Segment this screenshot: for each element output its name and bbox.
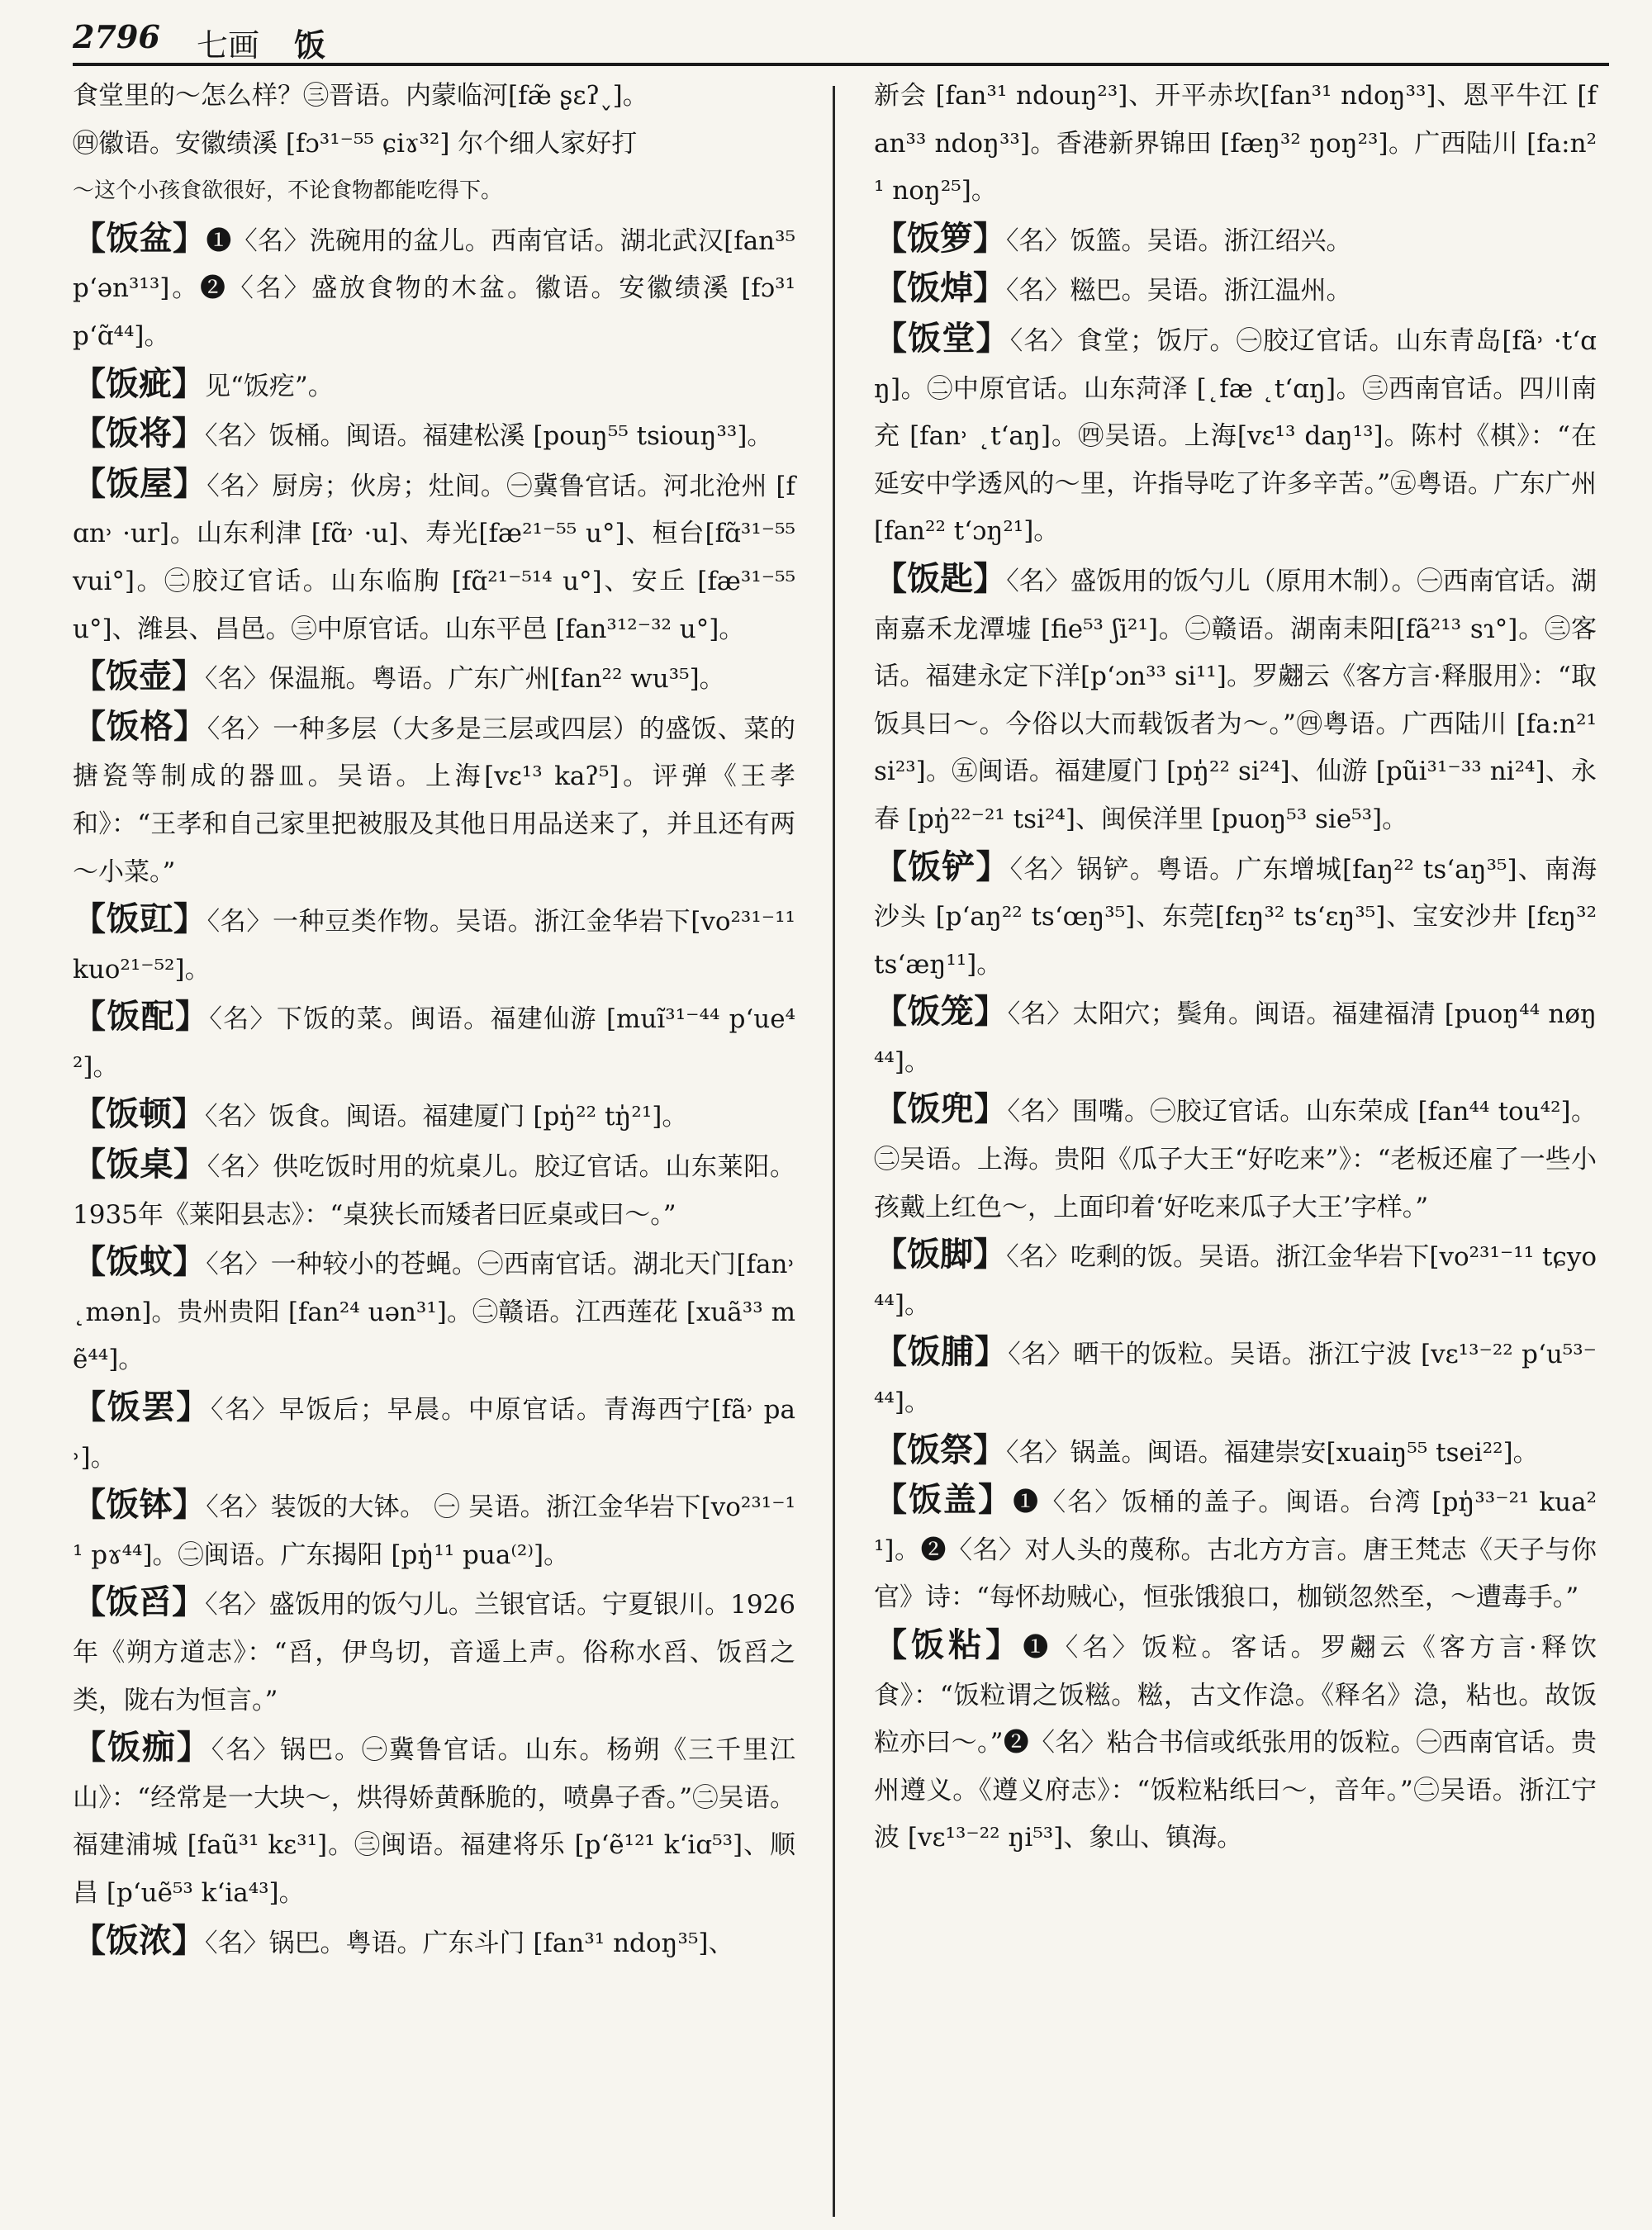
headword: 【饭粘】 [874, 1626, 1023, 1664]
dictionary-entry: 【饭蚊】〈名〉一种较小的苍蝇。㊀西南官话。湖北天门[fan˒ ˛mən]。贵州贵阳 [fan²⁴ uən³¹]。㊁赣语。江西莲花 [xuã³³ mẽ⁴⁴]。 [73, 1243, 795, 1375]
dictionary-entry: ㊃徽语。安徽绩溪 [fɔ³¹⁻⁵⁵ ɕiɤ³²] 尔个细人家好打 [73, 128, 638, 159]
dictionary-entry: 【饭脯】〈名〉晒干的饭粒。吴语。浙江宁波 [vɛ¹³⁻²² p‘u⁵³⁻⁴⁴]。 [874, 1333, 1597, 1418]
dictionary-entry: ～这个小孩食欲很好，不论食物都能吃得下。 [73, 178, 503, 204]
dictionary-entry: 【饭箩】〈名〉饭篮。吴语。浙江绍兴。 [874, 219, 1352, 258]
page-number: 2796 [73, 18, 160, 55]
headword: 【饭蚊】 [73, 1243, 206, 1282]
column-divider [833, 86, 835, 2217]
headword: 【饭舀】 [73, 1583, 206, 1622]
headword: 【饭豇】 [73, 900, 207, 939]
headword: 【饭格】 [73, 707, 207, 746]
headword: 【饭顿】 [73, 1095, 205, 1134]
right-column [874, 73, 1597, 1862]
head-character: 饭 [294, 26, 326, 64]
headword: 【饭壶】 [73, 657, 205, 696]
dictionary-entry: 【饭祭】〈名〉锅盖。闽语。福建崇安[xuaiŋ⁵⁵ tsei²²]。 [874, 1431, 1539, 1469]
headword: 【饭兜】 [874, 1090, 1008, 1129]
dictionary-entry: 【饭焯】〈名〉糍巴。吴语。浙江温州。 [874, 269, 1352, 308]
dictionary-entry: 【饭钵】〈名〉装饭的大钵。 ㊀ 吴语。浙江金华岩下[vo²³¹⁻¹¹ pɤ⁴⁴]。㊁闽语。广东揭阳 [pŋ̍¹¹ pua⁽²⁾]。 [73, 1486, 795, 1570]
dictionary-entry: 【饭笼】〈名〉太阳穴；鬓角。闽语。福建福清 [puoŋ⁴⁴ nøŋ⁴⁴]。 [874, 993, 1597, 1077]
headword: 【饭焯】 [874, 269, 1006, 308]
headword: 【饭脚】 [874, 1236, 1007, 1274]
dictionary-entry: 【饭盖】❶〈名〉饭桶的盖子。闽语。台湾 [pŋ̍³³⁻²¹ kua²¹]。❷〈名〉对人头的蔑称。古北方方言。唐王梵志《天子与你官》诗：“每怀劫贼心，恒张饿狼口，枷锁忽然至，～遭毒手。” [874, 1481, 1597, 1613]
dictionary-entry: 【饭将】〈名〉饭桶。闽语。福建松溪 [pouŋ⁵⁵ tsiouŋ³³]。 [73, 415, 773, 453]
headword: 【饭配】 [73, 998, 210, 1037]
headword: 【饭笼】 [874, 993, 1008, 1032]
page-header [73, 12, 1609, 66]
headword: 【饭堂】 [874, 319, 1010, 358]
dictionary-entry: 【饭罢】〈名〉早饭后；早晨。中原官话。青海西宁[fã˒ pa˒]。 [73, 1388, 796, 1473]
dictionary-entry: 【饭盆】❶〈名〉洗碗用的盆儿。西南官话。湖北武汉[fan³⁵ p‘ən³¹³]。❷〈名〉盛放食物的木盆。徽语。安徽绩溪 [fɔ³¹ p‘ɑ̃⁴⁴]。 [73, 219, 795, 351]
dictionary-entry: 【饭浓】〈名〉锅巴。粤语。广东斗门 [fan³¹ ndoŋ³⁵]、 [73, 1921, 734, 1960]
dictionary-entry: 【饭壶】〈名〉保温瓶。粤语。广东广州[fan²² wu³⁵]。 [73, 657, 725, 696]
headword: 【饭铲】 [874, 847, 1010, 886]
dictionary-entry: 【饭豇】〈名〉一种豆类作物。吴语。浙江金华岩下[vo²³¹⁻¹¹ kuo²¹⁻⁵²]。 [73, 900, 795, 985]
dictionary-entry: 【饭配】〈名〉下饭的菜。闽语。福建仙游 [muĩ³¹⁻⁴⁴ p‘ue⁴²]。 [73, 998, 796, 1082]
dictionary-entry: 【饭脚】〈名〉吃剩的饭。吴语。浙江金华岩下[vo²³¹⁻¹¹ tɕyo⁴⁴]。 [874, 1236, 1597, 1320]
left-column [73, 73, 795, 1967]
headword: 【饭浓】 [73, 1921, 205, 1960]
headword: 【饭罢】 [73, 1388, 211, 1427]
dictionary-entry: 【饭疵】见“饭疙”。 [73, 364, 334, 403]
dictionary-entry: 【饭格】〈名〉一种多层（大多是三层或四层）的盛饭、菜的搪瓷等制成的器皿。吴语。上海[vɛ¹³ kaʔ⁵]。评弹《王孝和》：“王孝和自己家里把被服及其他日用品送来了，并且还有两～小菜。” [73, 707, 796, 887]
headword: 【饭疵】 [73, 364, 205, 403]
headword: 【饭痂】 [73, 1729, 211, 1767]
dictionary-entry: 食堂里的～怎么样？㊂晋语。内蒙临河[fæ̃ ʂɛʔ˯]。 [73, 81, 648, 111]
stroke-section: 七画 [197, 27, 260, 64]
dictionary-entry: 【饭屋】〈名〉厨房；伙房；灶间。㊀冀鲁官话。河北沧州 [fɑn˒ ·ur]。山东利津 [fɑ̃˒ ·u]、寿光[fæ²¹⁻⁵⁵ u°]、桓台[fɑ̃³¹⁻⁵⁵ vui°]。㊁胶辽官话。山东临朐 [fɑ̃²¹⁻⁵¹⁴ u°]、安丘 [fæ³¹⁻⁵⁵ u°]、潍县、昌邑。㊂中原官话。山东平邑 [fan³¹²⁻³² u°]。 [73, 464, 795, 644]
headword: 【饭钵】 [73, 1486, 206, 1525]
headword: 【饭将】 [73, 415, 205, 453]
headword: 【饭屋】 [73, 464, 207, 503]
dictionary-entry: 【饭桌】〈名〉供吃饭时用的炕桌儿。胶辽官话。山东莱阳。1935年《莱阳县志》：“桌狭长而矮者曰匠桌或曰～。” [73, 1146, 796, 1230]
dictionary-entry: 【饭粘】❶〈名〉饭粒。客话。罗翽云《客方言·释饮食》：“饭粒谓之饭糍。糍，古文作㴔。《释名》㴔，粘也。故饭粒亦曰～。”❷〈名〉粘合书信或纸张用的饭粒。㊀西南官话。贵州遵义。《遵义府志》：“饭粒粘纸曰～，音年。”㊁吴语。浙江宁波 [vɛ¹³⁻²² ŋi⁵³]、象山、镇海。 [874, 1626, 1597, 1853]
dictionary-entry: 新会 [fan³¹ ndouŋ²³]、开平赤坎[fan³¹ ndoŋ³³]、恩平牛江 [fan³³ ndoŋ³³]。香港新界锦田 [fæŋ³² ŋoŋ²³]。广西陆川 [fa:n²¹ noŋ²⁵]。 [874, 81, 1597, 206]
dictionary-entry: 【饭舀】〈名〉盛饭用的饭勺儿。兰银官话。宁夏银川。1926年《朔方道志》：“舀，伊鸟切，音遥上声。俗称水舀、饭舀之类，陇右为恒言。” [73, 1583, 796, 1715]
dictionary-entry: 【饭顿】〈名〉饭食。闽语。福建厦门 [pŋ̍²² tŋ̍²¹]。 [73, 1095, 688, 1134]
headword: 【饭脯】 [874, 1333, 1009, 1372]
dictionary-entry: 【饭兜】〈名〉围嘴。㊀胶辽官话。山东荣成 [fan⁴⁴ tou⁴²]。㊁吴语。上海。贵阳《瓜子大王“好吃来”》：“老板还雇了一些小孩戴上红色～，上面印着‘好吃来瓜子大王’字样。” [874, 1090, 1597, 1222]
headword: 【饭祭】 [874, 1431, 1006, 1469]
dictionary-entry: 【饭堂】〈名〉食堂；饭厅。㊀胶辽官话。山东青岛[fã˒ ·t‘ɑŋ]。㊁中原官话。山东菏泽 [˛fæ ˛t‘ɑŋ]。㊂西南官话。四川南充 [fan˒ ˛t‘aŋ]。㊃吴语。上海[vɛ¹³ daŋ¹³]。陈村《棋》：“在延安中学透风的～里，许指导吃了许多辛苦。”㊄粤语。广东广州 [fan²² t‘ɔŋ²¹]。 [874, 319, 1597, 547]
dictionary-entry: 【饭痂】〈名〉锅巴。㊀冀鲁官话。山东。杨朔《三千里江山》：“经常是一大块～，烘得娇黄酥脆的，喷鼻子香。”㊁吴语。福建浦城 [faũ³¹ kɛ³¹]。㊂闽语。福建将乐 [p‘ẽ¹²¹ k‘iɑ⁵³]、顺昌 [p‘uẽ⁵³ k‘ia⁴³]。 [73, 1729, 796, 1908]
dictionary-entry: 【饭铲】〈名〉锅铲。粤语。广东增城[faŋ²² ts‘aŋ³⁵]、南海沙头 [p‘aŋ²² ts‘œŋ³⁵]、东莞[fɛŋ³² ts‘ɛŋ³⁵]、宝安沙井 [fɛŋ³² ts‘æŋ¹¹]。 [874, 847, 1597, 980]
headword: 【饭盆】 [73, 219, 206, 258]
headword: 【饭盖】 [874, 1481, 1014, 1520]
headword: 【饭桌】 [73, 1146, 207, 1184]
headword: 【饭匙】 [874, 559, 1007, 598]
dictionary-entry: 【饭匙】〈名〉盛饭用的饭勺儿（原用木制）。㊀西南官话。湖南嘉禾龙潭墟 [fie⁵³ ʃi²¹]。㊁赣语。湖南耒阳[fã²¹³ sɿ°]。㊂客话。福建永定下洋[p‘ɔn³³ si¹¹]。罗翽云《客方言·释服用》：“取饭具曰～。今俗以大而载饭者为～。”㊃粤语。广西陆川 [fa:n²¹ si²³]。㊄闽语。福建厦门 [pŋ̍²² si²⁴]、仙游 [pũi³¹⁻³³ ni²⁴]、永春 [pŋ̍²²⁻²¹ tsi²⁴]、闽侯洋里 [puoŋ⁵³ sie⁵³]。 [874, 559, 1597, 834]
headword: 【饭箩】 [874, 219, 1006, 258]
